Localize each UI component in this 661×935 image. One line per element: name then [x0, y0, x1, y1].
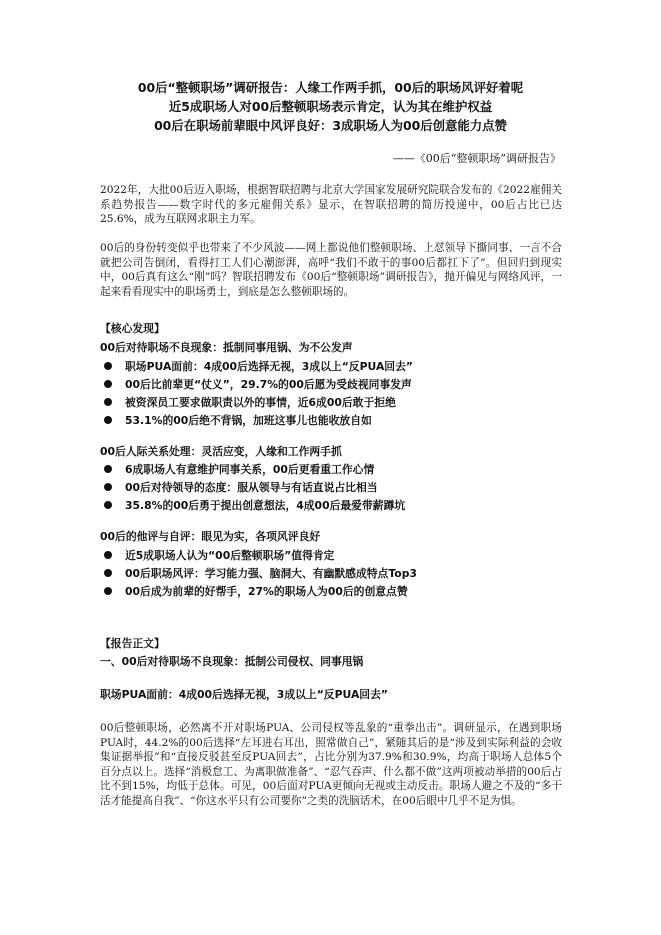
finding-bullet: [104, 585, 408, 599]
finding-text: 6成职场人有意维护同事关系，00后更看重工作心情: [125, 463, 375, 476]
intro-paragraph-1: 2022年，大批00后迈入职场，根据智联招聘与北京大学国家发展研究院联合发布的《2022雇佣关系趋势报告——数字时代的多元雇佣关系》显示，在智联招聘的简历投递中，00后占比已达25.6%，成为互联网求职主力军。: [100, 184, 562, 226]
group-heading-1: 00后对待职场不良现象：抵制同事甩锅、为不公发声: [100, 341, 353, 354]
sub-heading: 职场PUA面前：4成00后选择无视，3成以上“反PUA回去”: [100, 688, 388, 701]
finding-text: 近5成职场人认为“00后整顿职场”值得肯定: [125, 549, 335, 562]
finding-text: 00后成为前辈的好帮手，27%的职场人为00后的创意点赞: [125, 585, 408, 598]
finding-bullet: [104, 360, 413, 374]
finding-text: 35.8%的00后勇于提出创意想法，4成00后最爱带薪蹲坑: [125, 499, 406, 512]
finding-bullet: [104, 414, 372, 428]
bullet-icon: [104, 465, 112, 473]
bullet-icon: [104, 416, 112, 424]
intro-paragraph-2: 00后的身份转变似乎也带来了不少风波——网上都说他们整顿职场、上怼领导下撕同事、一言不合就把公司告倒闭，看得打工人们心潮澎湃，高呼“我们不敢干的事00后都扛下了”。但回归到现实中，00后真有这么“刚”吗？智联招聘发布《00后“整顿职场”调研报告》，抛开偏见与网络风评，一起来看看现实中的职场勇士，到底是怎么整顿职场的。: [100, 242, 562, 298]
report-label: 【报告正文】: [100, 637, 165, 650]
finding-text: 00后对待领导的态度：服从领导与有话直说占比相当: [125, 481, 378, 494]
bullet-icon: [104, 380, 112, 388]
title-line-3: 00后在职场前辈眼中风评良好：3成职场人为00后创意能力点赞: [154, 118, 507, 133]
findings-label: 【核心发现】: [100, 322, 165, 335]
bullet-icon: [104, 362, 112, 370]
finding-text: 00后职场风评：学习能力强、脑洞大、有幽默感成特点Top3: [125, 567, 417, 580]
bullet-icon: [104, 587, 112, 595]
finding-bullet: [104, 396, 396, 410]
finding-text: 被资深员工要求做职责以外的事情，近6成00后敢于拒绝: [125, 396, 396, 409]
group-heading-2: 00后人际关系处理：灵活应变，人缘和工作两手抓: [100, 445, 342, 458]
source-citation: ——《00后“整顿职场”调研报告》: [392, 152, 561, 165]
bullet-icon: [104, 398, 112, 406]
bullet-icon: [104, 569, 112, 577]
finding-text: 53.1%的00后绝不背锅，加班这事儿也能收放自如: [125, 414, 372, 427]
finding-bullet: [104, 463, 374, 477]
bullet-icon: [104, 483, 112, 491]
section-heading: 一、00后对待职场不良现象：抵制公司侵权、同事甩锅: [100, 655, 364, 668]
finding-bullet: [104, 549, 334, 563]
title-line-2: 近5成职场人对00后整顿职场表示肯定，认为其在维护权益: [168, 99, 493, 114]
finding-bullet: [104, 567, 417, 581]
finding-bullet: [104, 378, 412, 392]
finding-text: 职场PUA面前：4成00后选择无视，3成以上“反PUA回去”: [125, 360, 413, 373]
finding-bullet: [104, 499, 405, 513]
bullet-icon: [104, 551, 112, 559]
group-heading-3: 00后的他评与自评：眼见为实，各项风评良好: [100, 530, 321, 543]
bullet-icon: [104, 501, 112, 509]
finding-text: 00后比前辈更“仗义”，29.7%的00后愿为受歧视同事发声: [125, 378, 412, 391]
title-line-1: 00后“整顿职场”调研报告：人缘工作两手抓，00后的职场风评好着呢: [137, 80, 524, 95]
body-paragraph: 00后整顿职场，必然离不开对职场PUA、公司侵权等乱象的“重拳出击”。调研显示，在遇到职场PUA时，44.2%的00后选择“左耳进右耳出，照常做自己”，紧随其后的是“涉及到实际利益的会收集证据举报”和“直接反驳甚至反PUA回去”，占比分别为37.9%和30.9%，均高于职场人总体5个百分点以上。选择“消极怠工、为离职做准备”、“忍气吞声、什么都不做”这两项被动举措的00后占比不到15%，均低于总体。可见，00后面对PUA更倾向无视或主动反击。职场人避之不及的“多干活才能提高自我”、“你这水平只有公司要你”之类的洗脑话术，在00后眼中几乎不足为惧。: [100, 722, 562, 807]
finding-bullet: [104, 481, 378, 495]
